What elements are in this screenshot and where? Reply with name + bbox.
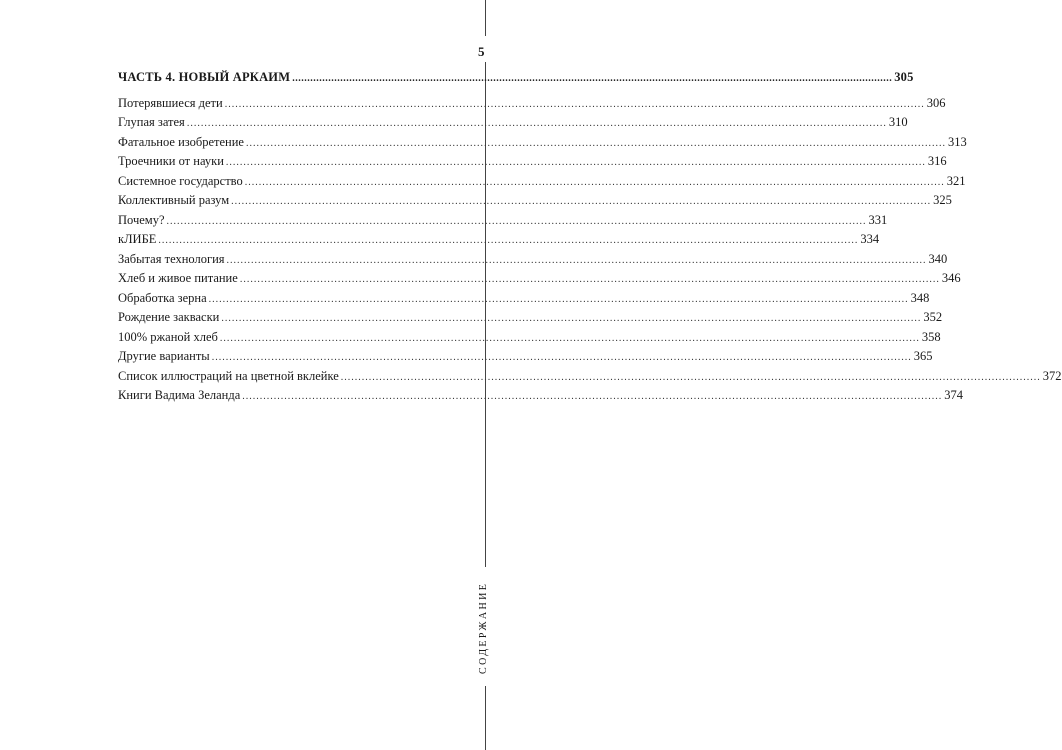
toc-entry bbox=[118, 250, 948, 270]
toc-entry bbox=[118, 152, 947, 172]
toc-entry-page: 372 bbox=[1042, 368, 1062, 383]
toc-entry-title: Другие варианты bbox=[118, 349, 210, 363]
toc-entry bbox=[118, 347, 933, 367]
leader-dots: ........................................................................................................................................................................................................ bbox=[208, 293, 909, 305]
toc-entry bbox=[118, 308, 943, 328]
leader-dots: ........................................................................................................................................................................................................ bbox=[225, 157, 926, 168]
toc-entry bbox=[118, 113, 908, 133]
leader-dots: ........................................................................................................................................................................................................ bbox=[158, 235, 859, 246]
leader-dots: ........................................................................................................................................................................................................ bbox=[186, 118, 887, 129]
toc-part-heading bbox=[118, 68, 914, 88]
toc-entry-title: Глупая затея bbox=[118, 115, 185, 129]
toc-entry-title: Хлеб и живое питание bbox=[118, 271, 238, 285]
leader-dots: ........................................................................................................................................................................................................ bbox=[224, 98, 925, 110]
leader-dots: ........................................................................................................................................................................................................ bbox=[244, 176, 945, 188]
toc-entry-title: кЛИБЕ bbox=[118, 232, 157, 246]
toc-entry bbox=[118, 328, 941, 348]
toc-entry-page: 340 bbox=[928, 251, 948, 266]
leader-dots: ........................................................................................................................................................................................................ bbox=[292, 73, 893, 84]
toc-entry-page: 352 bbox=[923, 310, 943, 324]
toc-part-page: 305 bbox=[894, 70, 914, 84]
toc-entry bbox=[118, 367, 1062, 387]
toc-entry-page: 313 bbox=[947, 134, 967, 149]
toc-entry bbox=[118, 289, 930, 309]
leader-dots: ........................................................................................................................................................................................................ bbox=[226, 254, 927, 266]
toc-entry-page: 331 bbox=[868, 212, 888, 227]
leader-dots: ........................................................................................................................................................................................................ bbox=[231, 196, 932, 207]
toc-entry-page: 346 bbox=[941, 271, 961, 285]
toc-entry bbox=[118, 211, 888, 231]
toc-entry bbox=[118, 191, 952, 211]
toc-entry-page: 348 bbox=[910, 290, 930, 305]
table-of-contents bbox=[118, 68, 1062, 406]
leader-dots: ........................................................................................................................................................................................................ bbox=[166, 215, 867, 227]
toc-entry-title: Книги Вадима Зеланда bbox=[118, 388, 241, 402]
toc-entry bbox=[118, 269, 961, 289]
toc-entry-title: Почему? bbox=[118, 212, 165, 227]
toc-entry-page: 321 bbox=[946, 173, 966, 188]
toc-entry-page: 306 bbox=[926, 95, 946, 110]
toc-entry-page: 358 bbox=[921, 329, 941, 344]
running-head: СОДЕРЖАНИЕ bbox=[478, 581, 489, 675]
page-number: 5 bbox=[478, 44, 485, 59]
toc-entry-title: Потерявшиеся дети bbox=[118, 95, 223, 110]
toc-entry-title: Коллективный разум bbox=[118, 193, 230, 207]
leader-dots: ........................................................................................................................................................................................................ bbox=[340, 371, 1041, 383]
leader-dots: ........................................................................................................................................................................................................ bbox=[245, 137, 946, 149]
toc-entry-title: Список иллюстраций на цветной вклейке bbox=[118, 368, 339, 383]
toc-entry-page: 334 bbox=[860, 232, 880, 246]
leader-dots: ........................................................................................................................................................................................................ bbox=[211, 352, 912, 363]
toc-entry-title: 100% ржаной хлеб bbox=[118, 329, 218, 344]
toc-entry-page: 316 bbox=[927, 154, 947, 168]
toc-entry-title: Системное государство bbox=[118, 173, 243, 188]
leader-dots: ........................................................................................................................................................................................................ bbox=[221, 313, 922, 324]
toc-entry-title: Обработка зерна bbox=[118, 290, 207, 305]
leader-dots: ........................................................................................................................................................................................................ bbox=[239, 274, 940, 285]
toc-entry bbox=[118, 94, 946, 114]
toc-entry-page: 325 bbox=[933, 193, 952, 207]
toc-entry-page: 374 bbox=[944, 388, 964, 402]
toc-part-title: ЧАСТЬ 4. НОВЫЙ АРКАИМ bbox=[118, 70, 291, 84]
toc-entry bbox=[118, 172, 966, 192]
leader-dots: ........................................................................................................................................................................................................ bbox=[219, 332, 920, 344]
leader-dots: ........................................................................................................................................................................................................ bbox=[242, 391, 943, 402]
toc-entry-page: 365 bbox=[913, 349, 933, 363]
toc-entry bbox=[118, 230, 880, 250]
toc-entry-page: 310 bbox=[888, 115, 908, 129]
margin-rule-bottom bbox=[485, 686, 486, 750]
margin-rule-top bbox=[485, 0, 486, 36]
toc-entry bbox=[118, 386, 964, 406]
toc-entry bbox=[118, 133, 967, 153]
toc-entry-title: Рождение закваски bbox=[118, 310, 220, 324]
toc-entry-title: Троечники от науки bbox=[118, 154, 224, 168]
toc-entry-title: Забытая технология bbox=[118, 251, 225, 266]
toc-entry-title: Фатальное изобретение bbox=[118, 134, 244, 149]
